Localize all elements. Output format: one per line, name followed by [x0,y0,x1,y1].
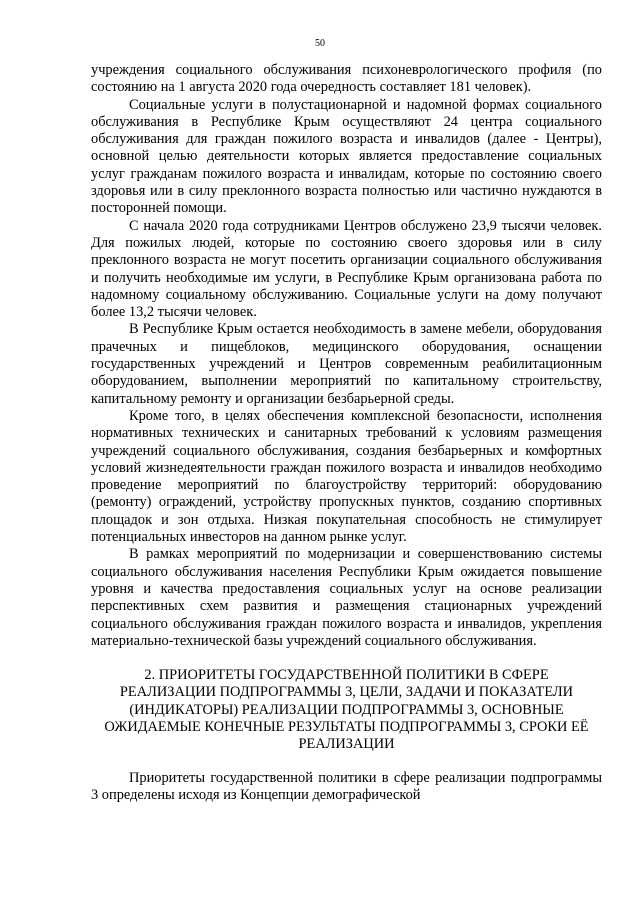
paragraph-served-count: С начала 2020 года сотрудниками Центров обслужено 23,9 тысячи человек. Для пожилых людей, которые по состоянию своего здоровья или в силу преклонного возраста не могут посетить организации социального обслуживания и получить необходимые им услуги, в Республике Крым организована работа по надомному социальному обслуживанию. Социальные услуги на дому получают более 13,2 тысячи человек. [91,217,602,321]
section-heading: 2. ПРИОРИТЕТЫ ГОСУДАРСТВЕННОЙ ПОЛИТИКИ В СФЕРЕ РЕАЛИЗАЦИИ ПОДПРОГРАММЫ 3, ЦЕЛИ, ЗАДАЧИ И ПОКАЗАТЕЛИ (ИНДИКАТОРЫ) РЕАЛИЗАЦИИ ПОДПРОГРАММЫ 3, ОСНОВНЫЕ ОЖИДАЕМЫЕ КОНЕЧНЫЕ РЕЗУЛЬТАТЫ ПОДПРОГРАММЫ 3, СРОКИ ЕЁ РЕАЛИЗАЦИИ [104,667,589,753]
paragraph-continuation: учреждения социального обслуживания психоневрологического профиля (по состоянию на 1 августа 2020 года очередность составляет 181 человек). [91,62,602,96]
document-body [91,62,602,804]
paragraph-safety-requirements: Кроме того, в целях обеспечения комплексной безопасности, исполнения нормативных технических и санитарных требований к условиям размещения учреждений социального обслуживания, создания безбарьерных и комфортных условий жизнедеятельности граждан пожилого возраста и инвалидов необходимо проведение мероприятий по благоустройству территорий: оборудованию (ремонту) ограждений, устройству пропускных пунктов, созданию спортивных площадок и зон отдыха. Низкая покупательная способность не стимулирует потенциальных инвесторов на данном рынке услуг. [91,407,602,546]
page-number: 50 [315,38,325,49]
paragraph-social-services-centers: Социальные услуги в полустационарной и надомной формах социального обслуживания в Республике Крым осуществляют 24 центра социального обслуживания для граждан пожилого возраста и инвалидов (далее - Центры), основной целью деятельности которых является предоставление социальных услуг гражданам пожилого возраста и инвалидам, которые по состоянию своего здоровья или в силу преклонного возраста полностью или частично нуждаются в посторонней помощи. [91,96,602,217]
paragraph-equipment-needs: В Республике Крым остается необходимость в замене мебели, оборудования прачечных и пищеблоков, медицинского оборудования, оснащении государственных учреждений и Центров современным реабилитационным оборудованием, выполнении мероприятий по капитальному строительству, капитальному ремонту и организации безбарьерной среды. [91,321,602,407]
paragraph-priorities: Приоритеты государственной политики в сфере реализации подпрограммы 3 определены исходя из Концепции демографической [91,769,602,803]
paragraph-modernization: В рамках мероприятий по модернизации и совершенствованию системы социального обслуживания населения Республики Крым ожидается повышение уровня и качества предоставления социальных услуг на основе реализации перспективных схем развития и размещения стационарных учреждений социального обслуживания граждан пожилого возраста и инвалидов, укрепления материально-технической базы учреждений социального обслуживания. [91,546,602,649]
